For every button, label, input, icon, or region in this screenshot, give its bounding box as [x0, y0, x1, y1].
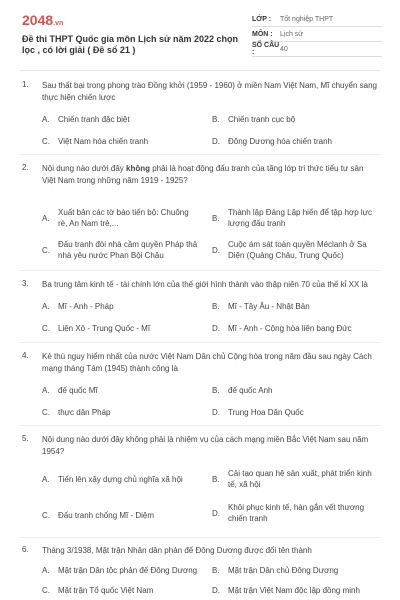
meta-label: LỚP :: [252, 15, 272, 23]
option-text: đế quốc Anh: [228, 386, 273, 395]
option-letter: D.: [212, 137, 220, 146]
option-letter: B.: [212, 475, 220, 484]
option-letter: C.: [42, 511, 50, 520]
option-text: Mĩ - Anh - Pháp: [58, 302, 114, 311]
option-letter: D.: [212, 586, 220, 595]
option-letter: B.: [212, 386, 220, 395]
question-text: Nội dung nào dưới đây không phải là nhiệm vụ của cách mạng miền Bắc Việt Nam sau năm 1954?: [42, 435, 369, 456]
question-text-part: Nội dung nào dưới đây: [42, 164, 126, 173]
option-text: Thành lập Đảng Lập hiến để tập hợp lực lượng đấu tranh: [228, 208, 373, 228]
question-text-part: phải là hoạt động đấu tranh của tầng lớp tri thức tiểu tư sản Việt Nam trong những năm 1919 - 1925?: [42, 164, 364, 185]
option-letter: C.: [42, 324, 50, 333]
option-text: Liên Xô - Trung Quốc - Mĩ: [58, 324, 151, 333]
meta-row-subject: [252, 27, 382, 42]
option-letter: B.: [212, 115, 220, 124]
option-text: thực dân Pháp: [58, 408, 111, 417]
question-text: Sau thất bại trong phong trào Đồng khởi (1959 - 1960) ở miền Nam Việt Nam, Mĩ chuyển sang thực hiện chiến lược: [42, 81, 377, 102]
option-text: Mặt trận Dân tộc phản đế Đông Dương: [58, 566, 198, 575]
option-text: Mặt trận Việt Nam độc lập đồng minh: [228, 586, 360, 595]
header-divider: [20, 70, 380, 71]
option-letter: D.: [212, 246, 220, 255]
option-b[interactable]: [212, 207, 378, 231]
option-letter: C.: [42, 246, 50, 255]
option-letter: C.: [42, 408, 50, 417]
option-text: Đấu tranh đòi nhà cầm quyền Pháp thả nhà yêu nước Phan Bội Châu: [58, 240, 198, 260]
question-text: [42, 163, 378, 187]
question-number: 6.: [22, 545, 29, 554]
option-letter: D.: [212, 509, 220, 518]
option-c[interactable]: [42, 239, 202, 263]
question-number: 1.: [22, 80, 29, 89]
question-text-emphasis: không: [126, 164, 150, 173]
option-text: Xuất bản các tờ báo tiến bộ: Chuông rè, An Nam trẻ,...: [58, 208, 189, 228]
option-text: Khôi phục kinh tế, hàn gắn vết thương chiến tranh: [228, 503, 365, 523]
option-d[interactable]: [212, 239, 378, 263]
option-letter: B.: [212, 302, 220, 311]
option-text: Mĩ - Anh - Cộng hòa liên bang Đức: [228, 324, 352, 333]
header: [0, 0, 400, 62]
option-text: Mĩ - Tây Âu - Nhật Bản: [228, 302, 310, 311]
option-text: Cải tạo quan hệ sản xuất, phát triển kinh tế, xã hội: [228, 469, 372, 489]
exam-title: Đề thi THPT Quốc gia môn Lịch sử năm 2022 chọn lọc , có lời giải ( Đề số 21 ): [22, 34, 239, 55]
question-text: Tháng 3/1938, Mặt trận Nhân dân phản đế Đông Dương được đổi tên thành: [42, 546, 312, 555]
option-text: Đông Dương hóa chiến tranh: [228, 137, 332, 146]
question-divider: [20, 425, 380, 426]
meta-value: Lịch sử: [280, 30, 303, 38]
option-letter: D.: [212, 324, 220, 333]
site-logo[interactable]: [22, 12, 63, 28]
option-letter: A.: [42, 214, 50, 223]
option-letter: D.: [212, 408, 220, 417]
question-text: Kẻ thù nguy hiểm nhất của nước Việt Nam Dân chủ Cộng hòa trong năm đầu sau ngày Cách mạng tháng Tám (1945) thành công là: [42, 352, 372, 373]
option-b[interactable]: [212, 468, 378, 492]
question-number: 4.: [22, 351, 29, 360]
option-d[interactable]: [212, 502, 378, 526]
question-divider: [20, 537, 380, 538]
option-text: đế quốc Mĩ: [58, 386, 98, 395]
question-number: 3.: [22, 279, 29, 288]
logo-suffix: .vn: [53, 20, 64, 27]
option-letter: B.: [212, 566, 220, 575]
option-letter: A.: [42, 566, 50, 575]
meta-value: 40: [280, 45, 288, 53]
option-text: Đấu tranh chống Mĩ - Diệm: [58, 511, 155, 520]
option-letter: C.: [42, 137, 50, 146]
option-letter: A.: [42, 386, 50, 395]
meta-label: MÔN :: [252, 30, 273, 38]
option-text: Trung Hoa Dân Quốc: [228, 408, 304, 417]
option-letter: A.: [42, 115, 50, 124]
question-divider: [20, 270, 380, 271]
option-text: Mặt trận Tổ quốc Việt Nam: [58, 586, 154, 595]
option-letter: A.: [42, 302, 50, 311]
option-text: Mặt trận Dân chủ Đông Dương: [228, 566, 339, 575]
logo-text: 2048: [22, 12, 54, 28]
option-text: Cuộc ám sát toàn quyền Méclanh ở Sa Diện (Quảng Châu, Trung Quốc): [228, 240, 367, 260]
question-number: 2.: [22, 163, 29, 172]
meta-label: SỐ CÂU :: [252, 42, 280, 56]
question-divider: [20, 342, 380, 343]
option-text: Chiến tranh cục bộ: [228, 115, 296, 124]
option-letter: B.: [212, 214, 220, 223]
question-divider: [20, 154, 380, 155]
question-text: Ba trung tâm kinh tế - tài chính lớn của thế giới hình thành vào thập niên 70 của thế kỉ XX là: [42, 280, 368, 289]
option-text: Tiến lên xây dựng chủ nghĩa xã hội: [58, 475, 183, 484]
option-letter: C.: [42, 586, 50, 595]
option-a[interactable]: [42, 207, 202, 231]
exam-meta: [252, 12, 382, 57]
meta-row-class: [252, 12, 382, 27]
option-text: Chiến tranh đặc biệt: [58, 115, 130, 124]
meta-value: Tốt nghiệp THPT: [280, 15, 334, 23]
option-letter: A.: [42, 475, 50, 484]
meta-row-count: [252, 42, 382, 57]
question-number: 5.: [22, 434, 29, 443]
option-text: Việt Nam hóa chiến tranh: [58, 137, 149, 146]
